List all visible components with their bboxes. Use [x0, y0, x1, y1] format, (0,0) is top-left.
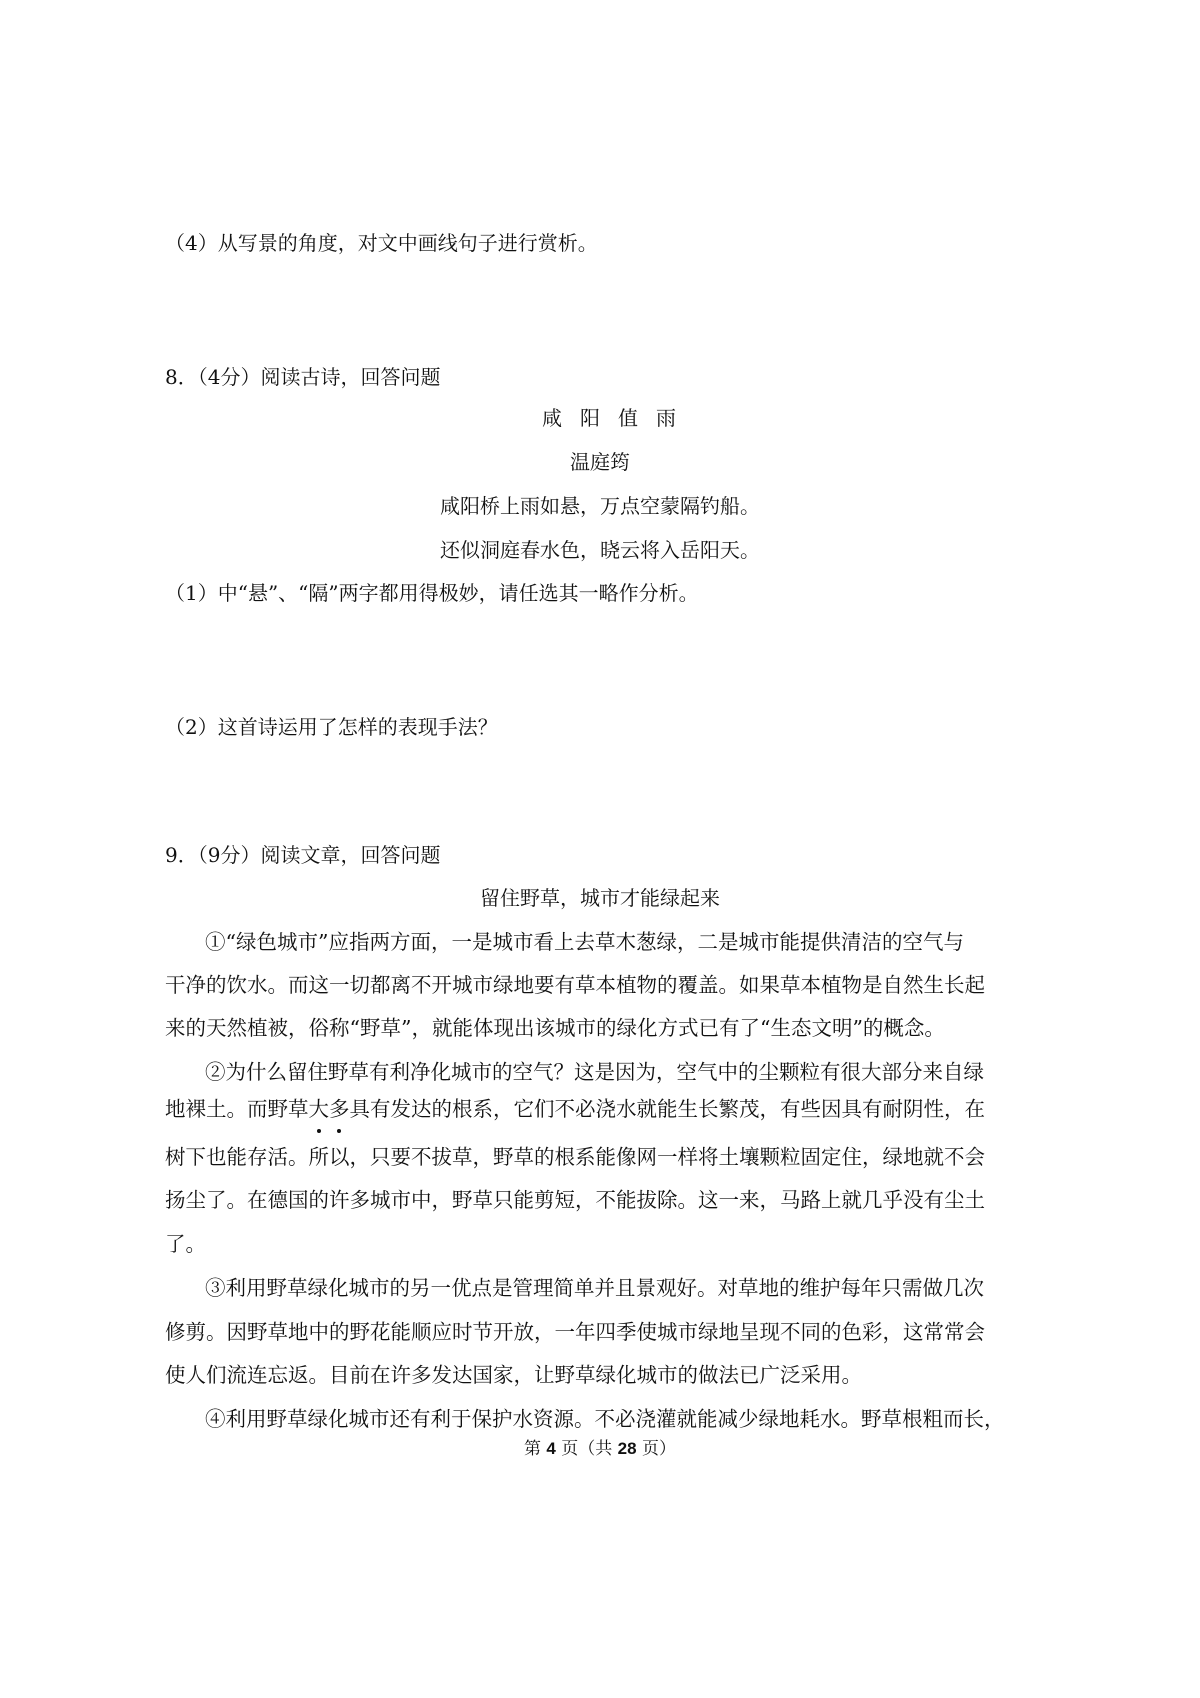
footer-prefix: 第 — [523, 1439, 541, 1459]
total-pages: 28 — [617, 1439, 637, 1458]
footer-suffix: 页） — [642, 1439, 676, 1459]
q8-part2: （2）这首诗运用了怎样的表现手法？ — [165, 715, 498, 739]
q7-part4: （4）从写景的角度，对文中画线句子进行赏析。 — [165, 231, 598, 255]
emphasis-char: 大 — [309, 1094, 330, 1124]
paragraph-line: 使人们流连忘返。目前在许多发达国家，让野草绿化城市的做法已广泛采用。 — [165, 1363, 862, 1387]
paragraph-line: ③利用野草绿化城市的另一优点是管理简单并且景观好。对草地的维护每年只需做几次 — [205, 1276, 984, 1300]
paragraph-line: 树下也能存活。所以，只要不拔草，野草的根系能像网一样将土壤颗粒固定住，绿地就不会 — [165, 1145, 985, 1169]
paragraph-line: 了。 — [165, 1232, 206, 1256]
poem-line: 还似洞庭春水色，晓云将入岳阳天。 — [440, 538, 760, 562]
paragraph-line: ②为什么留住野草有利净化城市的空气？这是因为，空气中的尘颗粒有很大部分来自绿 — [205, 1060, 984, 1084]
poem-title: 咸阳值雨 — [542, 406, 694, 430]
paragraph-line: ①“绿色城市”应指两方面，一是城市看上去草木葱绿，二是城市能提供清洁的空气与 — [205, 930, 964, 954]
paragraph-line: ④利用野草绿化城市还有利于保护水资源。不必浇灌就能减少绿地耗水。野草根粗而长， — [205, 1407, 1005, 1431]
text-segment: 地裸土。而野草 — [165, 1097, 309, 1121]
paragraph-line: 干净的饮水。而这一切都离不开城市绿地要有草本植物的覆盖。如果草本植物是自然生长起 — [165, 973, 985, 997]
page-number: 4 — [546, 1439, 556, 1458]
emphasis-dotted-text — [309, 1097, 350, 1121]
text-segment: 具有发达的根系，它们不必浇水就能生长繁茂，有些因具有耐阴性，在 — [349, 1097, 985, 1121]
paragraph-line: 来的天然植被，俗称“野草”，就能体现出该城市的绿化方式已有了“生态文明”的概念。 — [165, 1016, 945, 1040]
q9-header: 9．（9分）阅读文章，回答问题 — [165, 843, 441, 867]
emphasis-char: 多 — [329, 1094, 350, 1124]
q8-header: 8．（4分）阅读古诗，回答问题 — [165, 365, 441, 389]
poem-author: 温庭筠 — [570, 450, 630, 474]
paragraph-line: 修剪。因野草地中的野花能顺应时节开放，一年四季使城市绿地呈现不同的色彩，这常常会 — [165, 1320, 985, 1344]
paragraph-line — [165, 1094, 985, 1124]
article-title: 留住野草，城市才能绿起来 — [480, 886, 720, 910]
q8-part1: （1）中“悬”、“隔”两字都用得极妙，请任选其一略作分析。 — [165, 581, 699, 605]
poem-line: 咸阳桥上雨如悬，万点空蒙隔钓船。 — [440, 494, 760, 518]
paragraph-line: 扬尘了。在德国的许多城市中，野草只能剪短，不能拔除。这一来，马路上就几乎没有尘土 — [165, 1188, 985, 1212]
footer-mid: 页（共 — [561, 1439, 613, 1459]
page-footer — [0, 1434, 1200, 1464]
